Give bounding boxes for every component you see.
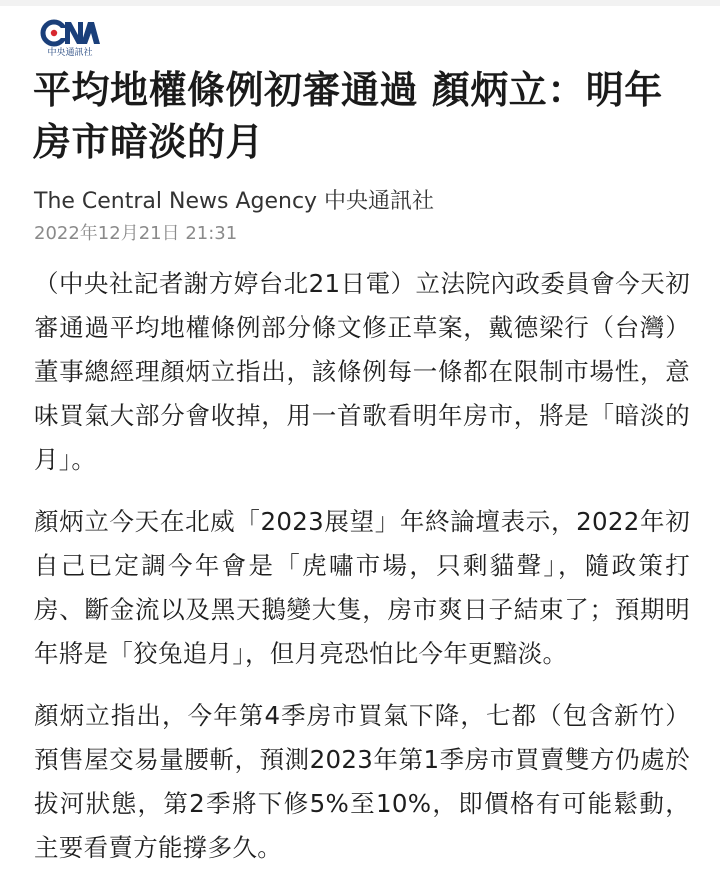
cna-logo-icon xyxy=(40,18,100,48)
logo-caption: 中央通訊社 xyxy=(47,48,93,58)
article-headline: 平均地權條例初審通過 顏炳立：明年房市暗淡的月 xyxy=(33,68,663,164)
article-paragraph: （中央社記者謝方婷台北21日電）立法院內政委員會今天初審通過平均地權條例部分條文修正草案，戴德梁行（台灣）董事總經理顏炳立指出，該條例每一條都在限制市場性，意味買氣大部分會收掉，用一首歌看明年房市，將是「暗淡的月」。 xyxy=(34,269,690,474)
article-paragraph: 顏炳立指出，今年第4季房市買氣下降，七都（包含新竹）預售屋交易量腰斬，預測2023年第1季房市買賣雙方仍處於拔河狀態，第2季將下修5%至10%，即價格有可能鬆動，主要看賣方能撐多久。 xyxy=(34,701,690,862)
top-bar xyxy=(0,0,720,6)
article-paragraph: 顏炳立今天在北威「2023展望」年終論壇表示，2022年初自己已定調今年會是「虎嘯市場，只剩貓聲」，隨政策打房、斷金流以及黑天鵝變大隻，房市爽日子結束了；預期明年將是「狡兔追月」，但月亮恐怕比今年更黯淡。 xyxy=(34,507,690,668)
article-timestamp: 2022年12月21日 21:31 xyxy=(34,223,238,244)
cna-logo[interactable] xyxy=(40,18,100,60)
article-source[interactable]: The Central News Agency 中央通訊社 xyxy=(34,189,435,214)
